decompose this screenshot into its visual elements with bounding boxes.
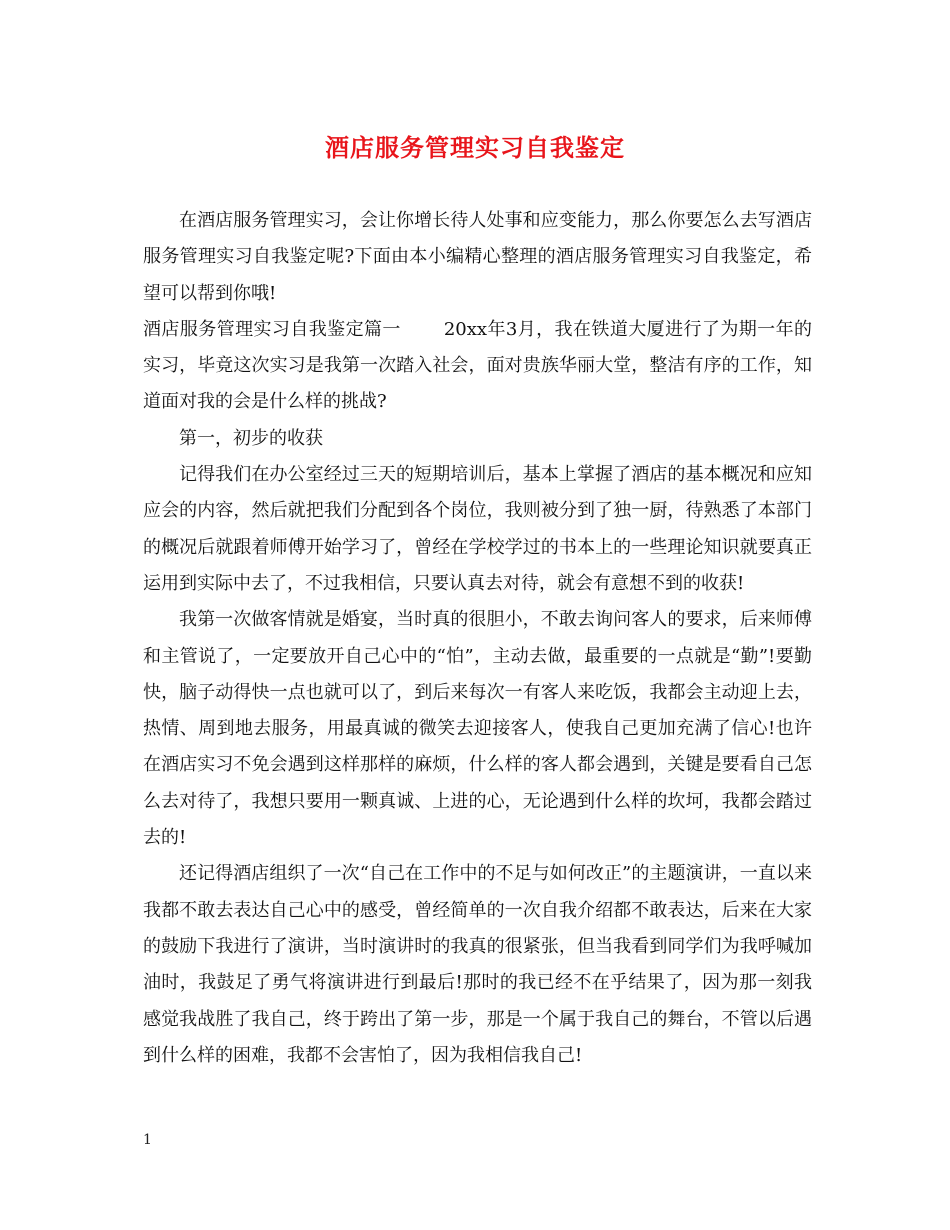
- training-paragraph: 记得我们在办公室经过三天的短期培训后，基本上掌握了酒店的基本概况和应知应会的内容，然后就把我们分配到各个岗位，我则被分到了独一厨，待熟悉了本部门的概况后就跟着师傅开始学习了，曾经在学校学过的书本上的一些理论知识就要真正运用到实际中去了，不过我相信，只要认真去对待，就会有意想不到的收获!: [143, 464, 812, 594]
- page-number: 1: [143, 1132, 152, 1148]
- document-title: 酒店服务管理实习自我鉴定: [325, 133, 625, 162]
- section-one-paragraph: 酒店服务管理实习自我鉴定篇一 20xx年3月，我在铁道大厦进行了为期一年的实习，毕竟这次实习是我第一次踏入社会，面对贵族华丽大堂，整洁有序的工作，知道面对我的会是什么样的挑战?: [143, 318, 812, 413]
- speech-paragraph: 还记得酒店组织了一次“自己在工作中的不足与如何改正”的主题演讲，一直以来我都不敢去表达自己心中的感受，曾经简单的一次自我介绍都不敢表达，后来在大家的鼓励下我进行了演讲，当时演讲时的我真的很紧张，但当我看到同学们为我呼喊加油时，我鼓足了勇气将演讲进行到最后!那时的我已经不在乎结果了，因为那一刻我感觉我战胜了我自己，终于跨出了第一步，那是一个属于我自己的舞台，不管以后遇到什么样的困难，我都不会害怕了，因为我相信我自己!: [143, 863, 812, 1066]
- document-body: [143, 203, 812, 1074]
- subheading-first-gains: 第一，初步的收获: [179, 427, 323, 449]
- wedding-banquet-paragraph: 我第一次做客情就是婚宴，当时真的很胆小，不敢去询问客人的要求，后来师傅和主管说了，一定要放开自己心中的“怕”，主动去做，最重要的一点就是“勤”!要勤快，脑子动得快一点也就可以了，到后来每次一有客人来吃饭，我都会主动迎上去，热情、周到地去服务，用最真诚的微笑去迎接客人，使我自己更加充满了信心!也许在酒店实习不免会遇到这样那样的麻烦，什么样的客人都会遇到，关键是要看自己怎么去对待了，我想只要用一颗真诚、上进的心，无论遇到什么样的坎坷，我都会踏过去的!: [143, 609, 812, 849]
- intro-paragraph: 在酒店服务管理实习，会让你增长待人处事和应变能力，那么你要怎么去写酒店服务管理实习自我鉴定呢?下面由本小编精心整理的酒店服务管理实习自我鉴定，希望可以帮到你哦!: [143, 210, 812, 304]
